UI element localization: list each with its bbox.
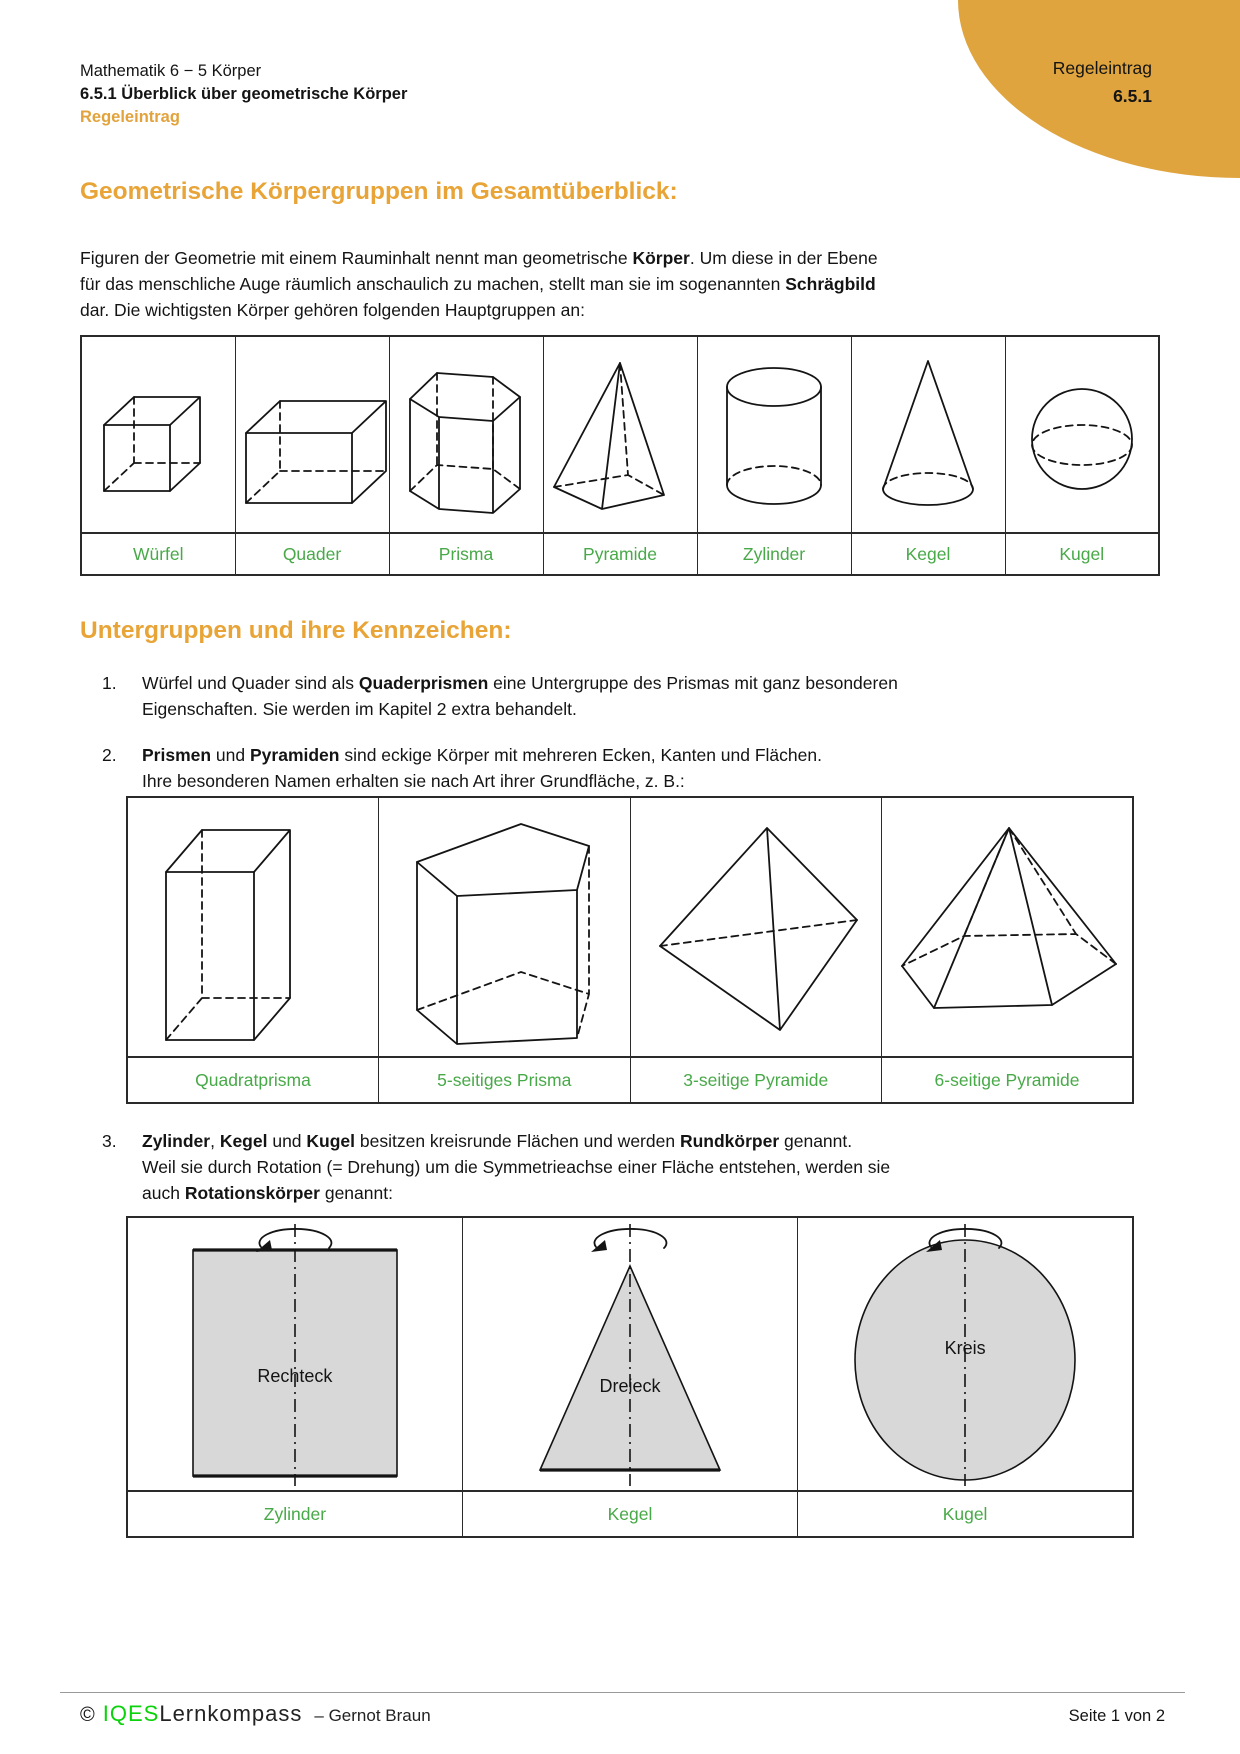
table-row (81, 336, 1159, 533)
main-shapes-table (80, 335, 1160, 576)
intro-paragraph: Figuren der Geometrie mit einem Rauminhalt nennt man geometrische Körper. Um diese in der Ebene für das menschliche Auge räumlich anschaulich zu machen, stellt man sie im sogenannten Schrägbild dar. Die wichtigsten Körper gehören folgenden Hauptgruppen an: (80, 248, 878, 320)
hexagonal-pyramid-icon (884, 798, 1131, 1051)
table-caption-row (127, 1491, 1133, 1537)
cylinder-icon (698, 337, 850, 527)
section1-title: Geometrische Körpergruppen im Gesamtüberblick: (80, 178, 678, 205)
rotation-table (126, 1216, 1134, 1538)
rotation-shape-label: Rechteck (257, 1366, 333, 1386)
pyramid-icon (544, 337, 696, 527)
header-course: Mathematik 6 − 5 Körper (80, 62, 262, 80)
rotation-cell (128, 1218, 462, 1490)
cube-icon (82, 337, 234, 527)
list-item-3 (102, 1128, 1160, 1206)
rotating-rectangle-icon (130, 1218, 460, 1490)
shape-caption: Kugel (1005, 533, 1159, 575)
shape-caption: 6-seitige Pyramide (882, 1057, 1134, 1103)
cone-icon (852, 337, 1004, 527)
table-caption-row (127, 1057, 1133, 1103)
shape-caption: Pyramide (543, 533, 697, 575)
rotation-shape-label: Kreis (944, 1338, 986, 1358)
rotation-cell (463, 1218, 797, 1490)
list-item-1 (102, 670, 1160, 722)
copyright-icon: © (80, 1704, 95, 1726)
shape-caption: Zylinder (127, 1491, 462, 1537)
list-item-2 (102, 742, 1160, 794)
cuboid-icon (236, 337, 388, 527)
author-name: – Gernot Braun (314, 1706, 431, 1725)
badge-label: Regeleintrag (1052, 58, 1152, 78)
list-text: Würfel und Quader sind als Quaderprismen eine Untergruppe des Prismas mit ganz besonderen Eigenschaften. Sie werden im Kapitel 2 extra behandelt. (142, 673, 898, 719)
table-row (127, 1217, 1133, 1491)
badge-number: 6.5.1 (1113, 86, 1152, 106)
shape-caption: Kugel (798, 1491, 1133, 1537)
table-caption-row (81, 533, 1159, 575)
shape-caption: 5-seitiges Prisma (379, 1057, 631, 1103)
list-text: Prismen und Pyramiden sind eckige Körper mit mehreren Ecken, Kanten und Flächen. Ihre besonderen Namen erhalten sie nach Art ihrer Grundfläche, z. B.: (142, 745, 822, 791)
header-type: Regeleintrag (80, 108, 180, 126)
shape-caption: Zylinder (697, 533, 851, 575)
shape-caption: Kegel (851, 533, 1005, 575)
rotation-cell (798, 1218, 1132, 1490)
subgroup-table (126, 796, 1134, 1104)
rotation-shape-label: Dreieck (599, 1376, 661, 1396)
brand-iqes: IQES (102, 1701, 160, 1726)
shape-caption: Quadratprisma (127, 1057, 379, 1103)
shape-caption: Prisma (389, 533, 543, 575)
header-chapter: 6.5.1 Überblick über geometrische Körper (80, 85, 408, 103)
page-footer (60, 1692, 1185, 1727)
sphere-icon (1006, 337, 1158, 527)
table-row (127, 797, 1133, 1057)
rotating-circle-icon (800, 1218, 1130, 1490)
list-number: 3. (102, 1131, 117, 1151)
list-number: 2. (102, 745, 117, 765)
brand-logo (80, 1701, 431, 1727)
section2-title: Untergruppen und ihre Kennzeichen: (80, 617, 512, 644)
shape-caption: Würfel (81, 533, 235, 575)
page-number: Seite 1 von 2 (1068, 1707, 1165, 1725)
hexagonal-prism-icon (390, 337, 542, 527)
shape-caption: Quader (235, 533, 389, 575)
list-text: Zylinder, Kegel und Kugel besitzen kreisrunde Flächen und werden Rundkörper genannt. Weil sie durch Rotation (= Drehung) um die Symmetrieachse einer Fläche entstehen, werden sie auch Rotationskörper genannt: (142, 1131, 891, 1203)
shape-caption: Kegel (462, 1491, 797, 1537)
rotating-triangle-icon (465, 1218, 795, 1490)
pentagonal-prism-icon (381, 798, 628, 1051)
shape-caption: 3-seitige Pyramide (630, 1057, 882, 1103)
square-prism-icon (130, 798, 377, 1051)
list-number: 1. (102, 673, 117, 693)
brand-lernkompass: Lernkompass (159, 1701, 303, 1726)
triangular-pyramid-icon (632, 798, 879, 1051)
